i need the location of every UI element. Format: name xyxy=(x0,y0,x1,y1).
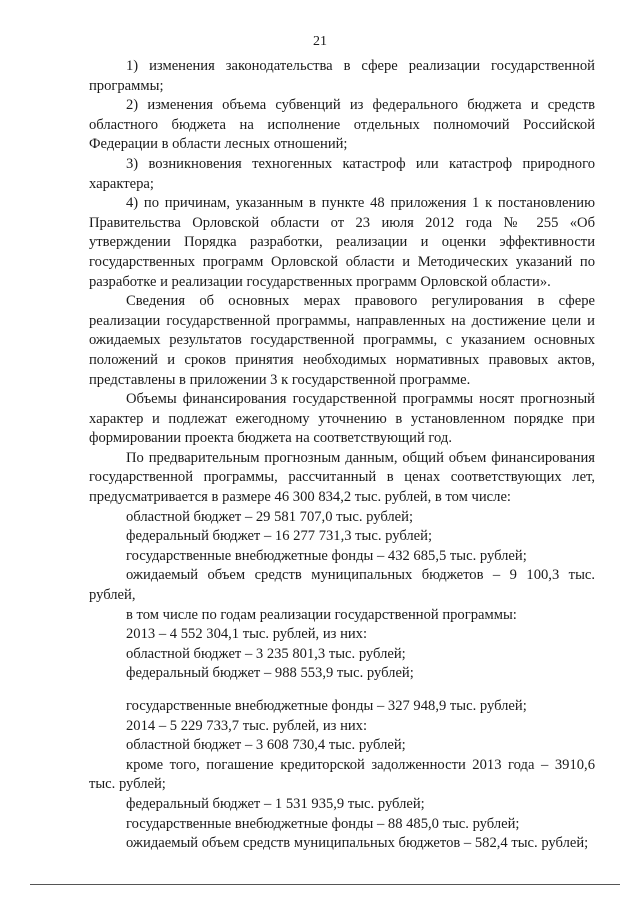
budget-line: кроме того, погашение кредиторской задолженности 2013 года – 3910,6 тыс. рублей; xyxy=(89,756,595,793)
paragraph-legal-regulation: Сведения об основных мерах правового регулирования в сфере реализации государственной программы, направленных на достижение цели и ожидаемых результатов государственной программы, с указанием основных положений и сроков принятия необходимых нормативных правовых актов, представлены в приложении 3 к государственной программе. xyxy=(89,293,595,388)
budget-line: областной бюджет – 3 608 730,4 тыс. рублей; xyxy=(126,737,406,754)
budget-line: государственные внебюджетные фонды – 327 948,9 тыс. рублей; xyxy=(126,698,527,714)
budget-line: 2013 – 4 552 304,1 тыс. рублей, из них: xyxy=(126,626,368,643)
footer-divider xyxy=(30,884,620,885)
budget-line: областной бюджет – 29 581 707,0 тыс. рублей; xyxy=(126,508,414,525)
paragraph-financing-volumes: Объемы финансирования государственной программы носят прогнозный характер и подлежат ежегодному уточнению в установленном порядке при формировании проекта бюджета на соответствующий год. xyxy=(89,391,595,447)
budget-line: ожидаемый объем средств муниципальных бюджетов – 9 100,3 тыс. рублей, xyxy=(89,567,595,604)
budget-line: федеральный бюджет – 1 531 935,9 тыс. рублей; xyxy=(126,795,425,812)
budget-line: в том числе по годам реализации государственной программы: xyxy=(126,606,517,623)
page-number: 21 xyxy=(313,34,327,49)
budget-line: федеральный бюджет – 988 553,9 тыс. рублей; xyxy=(126,665,414,682)
budget-line: государственные внебюджетные фонды – 432 685,5 тыс. рублей; xyxy=(126,547,527,564)
paragraph-item-1: 1) изменения законодательства в сфере реализации государственной программы; xyxy=(89,58,595,94)
paragraph-preliminary-data: По предварительным прогнозным данным, общий объем финансирования государственной программы, рассчитанный в ценах соответствующих лет, предусматривается в размере 46 300 834,2 тыс. рублей, в том числе: xyxy=(89,449,595,506)
budget-line: федеральный бюджет – 16 277 731,3 тыс. рублей; xyxy=(126,528,433,545)
budget-line: государственные внебюджетные фонды – 88 485,0 тыс. рублей; xyxy=(126,815,520,832)
document-body xyxy=(89,57,595,854)
budget-line: ожидаемый объем средств муниципальных бюджетов – 582,4 тыс. рублей; xyxy=(126,835,589,852)
paragraph-item-3: 3) возникновения техногенных катастроф или катастроф природного характера; xyxy=(89,155,595,192)
budget-line: областной бюджет – 3 235 801,3 тыс. рублей; xyxy=(126,645,406,662)
paragraph-item-2: 2) изменения объема субвенций из федерального бюджета и средств областного бюджета на исполнение отдельных полномочий Российской Федерации в области лесных отношений; xyxy=(89,97,595,153)
paragraph-item-4: 4) по причинам, указанным в пункте 48 приложения 1 к постановлению Правительства Орловской области от 23 июля 2012 года № 255 «Об утверждении Порядка разработки, реализации и оценки эффективности государственных программ Орловской области и Методических указаний по разработке и реализации государственных программ Орловской области». xyxy=(89,195,595,290)
budget-line: 2014 – 5 229 733,7 тыс. рублей, из них: xyxy=(126,717,368,734)
